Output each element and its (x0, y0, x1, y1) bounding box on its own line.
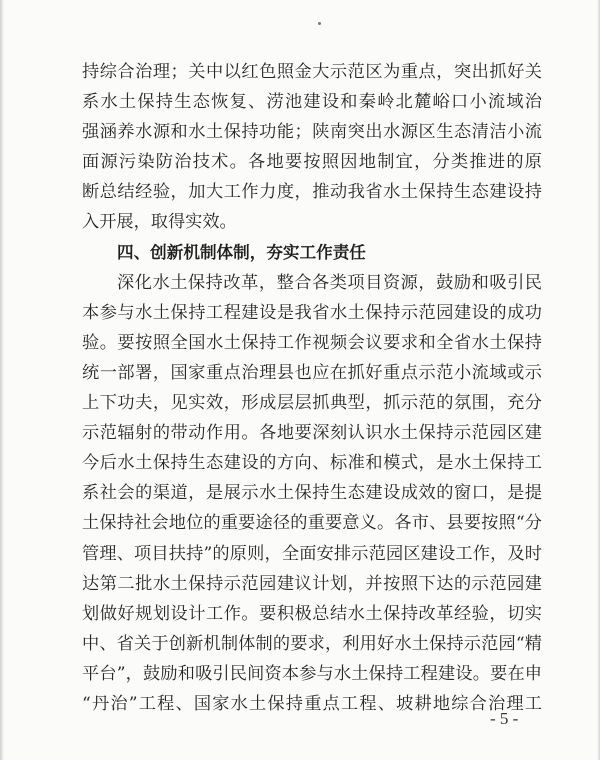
text-line: 入开展，取得实效。 (82, 212, 237, 233)
text-line: 中、省关于创新机制体制的要求，利用好水土保持示范园“精 (82, 633, 542, 654)
text-line: 断总结经验，加大工作力度，推动我省水土保持生态建设持 (82, 182, 542, 203)
text-line: 统一部署，国家重点治理县也应在抓好重点示范小流域或示 (82, 362, 542, 383)
text-line: 达第二批水土保持示范园建议计划，并按照下达的示范园建 (82, 573, 542, 594)
text-line: 本参与水土保持工程建设是我省水土保持示范园建设的成功 (82, 302, 542, 323)
scan-speck (318, 22, 321, 25)
text-line: 持综合治理；关中以红色照金大示范区为重点，突出抓好关 (82, 62, 542, 82)
text-line: 平台”，鼓励和吸引民间资本参与水土保持工程建设。要在申 (82, 663, 542, 684)
page-number: - 5 - (490, 709, 519, 728)
text-line: 面源污染防治技术。各地要按照因地制宜，分类推进的原 (82, 152, 542, 173)
text-line: 今后水土保持生态建设的方向、标准和模式，是水土保持工 (82, 453, 542, 474)
text-line: 系水土保持生态恢复、涝池建设和秦岭北麓峪口小流域治 (82, 92, 542, 113)
text-line: 系社会的渠道，是展示水土保持生态建设成效的窗口，是提 (82, 483, 542, 504)
text-line: 强涵养水源和水土保持功能；陕南突出水源区生态清洁小流 (82, 122, 542, 143)
text-line: 土保持社会地位的重要途径的重要意义。各市、县要按照“分 (82, 513, 542, 534)
text-line: 管理、项目扶持”的原则，全面安排示范园区建设工作，及时 (82, 543, 542, 564)
text-line: 上下功夫，见实效，形成层层抓典型，抓示范的氛围，充分 (82, 393, 542, 414)
text-line: 划做好规划设计工作。要积极总结水土保持改革经验，切实 (82, 603, 542, 624)
paragraph-first-line: 深化水土保持改革，整合各类项目资源，鼓励和吸引民 (117, 272, 542, 293)
scan-edge-left (0, 0, 4, 760)
body-text (82, 57, 542, 719)
text-line: “丹治”工程、国家水土保持重点工程、坡耕地综合治理工 (82, 693, 542, 714)
section-heading: 四、创新机制体制，夯实工作责任 (117, 242, 366, 262)
text-line: 示范辐射的带动作用。各地要深刻认识水土保持示范园区建 (82, 423, 542, 444)
text-line: 验。要按照全国水土保持工作视频会议要求和全省水土保持 (82, 332, 542, 353)
